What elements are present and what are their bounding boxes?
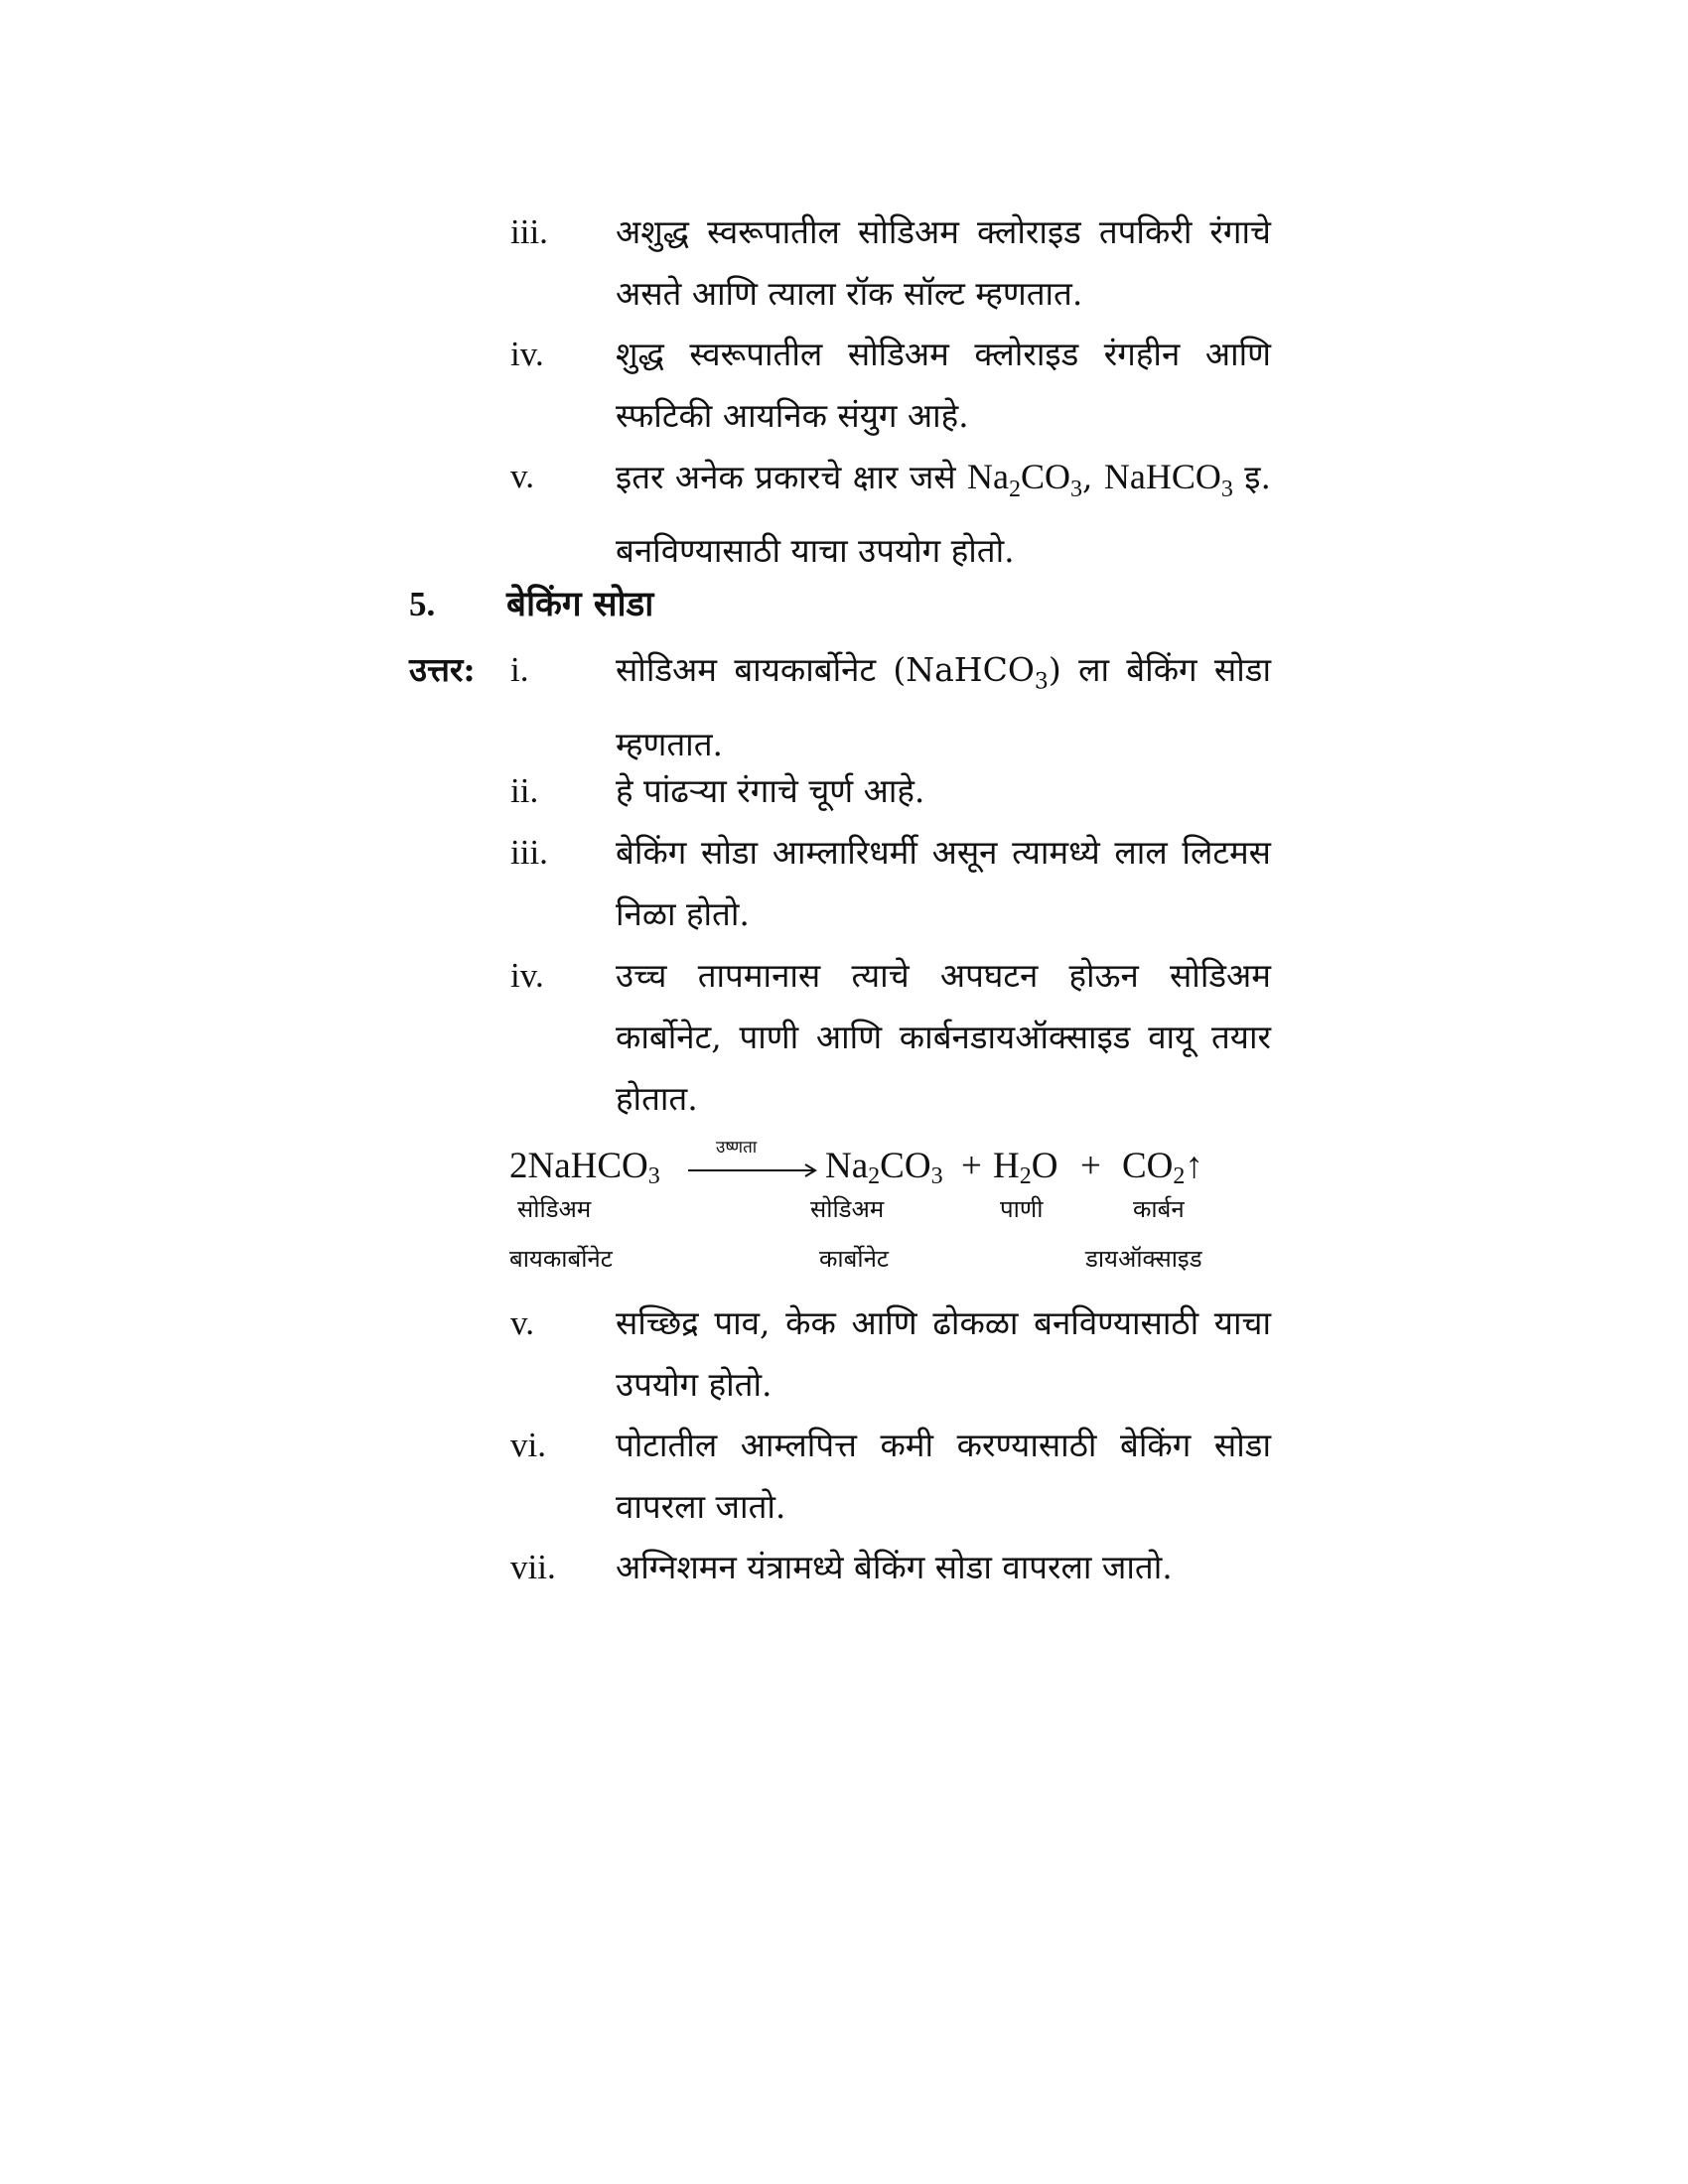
item-text: शुद्ध स्वरूपातील सोडिअम क्लोराइड रंगहीन आणि स्फटिकी आयनिक संयुग आहे. (616, 335, 1271, 435)
item-number: ii. (510, 771, 539, 810)
label-product-2: पाणी (1000, 1195, 1044, 1223)
section-number: 5. (409, 585, 436, 623)
item-text: अग्निशमन यंत्रामध्ये बेकिंग सोडा वापरला जातो. (616, 1548, 1173, 1586)
answer-label: उत्तर: (409, 650, 476, 689)
gas-arrow-icon: ↑ (1185, 1146, 1203, 1186)
item-number: iv. (510, 335, 544, 373)
label-product-1: कार्बोनेट (819, 1245, 889, 1273)
label-reactant: बायकार्बोनेट (509, 1245, 613, 1273)
label-product-1: सोडिअम (810, 1195, 885, 1223)
item-text: सच्छिद्र पाव, केक आणि ढोकळा बनविण्यासाठी याचा उपयोग होतो. (616, 1303, 1271, 1404)
equation-reactant: 2NaHCO$_3$ (509, 1146, 660, 1189)
item-number: i. (510, 650, 529, 689)
item-number: iii. (510, 833, 548, 872)
item-number: vii. (510, 1548, 556, 1586)
item-number: iv. (510, 956, 544, 995)
section-title: बेकिंग सोडा (506, 584, 654, 624)
item-text: पोटातील आम्लपित्त कमी करण्यासाठी बेकिंग सोडा वापरला जातो. (616, 1426, 1271, 1526)
item-number: iii. (510, 212, 548, 251)
item-text: अशुद्ध स्वरूपातील सोडिअम क्लोराइड तपकिरी रंगाचे असते आणि त्याला रॉक सॉल्ट म्हणतात. (616, 212, 1271, 313)
item-text: हे पांढऱ्या रंगाचे चूर्ण आहे. (616, 771, 925, 810)
chemical-equation (509, 1138, 1284, 1291)
reaction-arrow (688, 1138, 822, 1191)
equation-product-3: $CO_2↑$ (1122, 1146, 1203, 1189)
item-number: v. (510, 1303, 534, 1342)
item-text: बेकिंग सोडा आम्लारिधर्मी असून त्यामध्ये लाल लिटमस निळा होतो. (616, 833, 1271, 933)
reaction-condition: उष्णता (716, 1138, 758, 1158)
item-number: vi. (510, 1426, 546, 1464)
label-product-3: डायऑक्साइड (1085, 1245, 1202, 1273)
item-text: उच्च तापमानास त्याचे अपघटन होऊन सोडिअम कार्बोनेट, पाणी आणि कार्बनडायऑक्साइड वायू तयार होतात. (616, 956, 1271, 1118)
equation-product-1: $Na_2CO_3$ (825, 1146, 943, 1189)
equation-product-2: $H_2O$ (993, 1146, 1058, 1189)
label-reactant: सोडिअम (517, 1195, 592, 1223)
section-heading (409, 574, 1005, 635)
plus-sign: + (1080, 1146, 1101, 1186)
item-text: इतर अनेक प्रकारचे क्षार जसे $Na_2CO_3$, NaHCO$_3$ इ. बनविण्यासाठी याचा उपयोग होतो. (616, 457, 1272, 571)
label-product-3: कार्बन (1133, 1195, 1185, 1223)
item-text: सोडिअम बायकार्बोनेट (NaHCO$_3$) ला बेकिंग सोडा म्हणतात. (616, 650, 1271, 763)
arrow-icon (688, 1163, 822, 1177)
plus-sign: + (961, 1146, 982, 1186)
item-number: v. (510, 457, 534, 495)
